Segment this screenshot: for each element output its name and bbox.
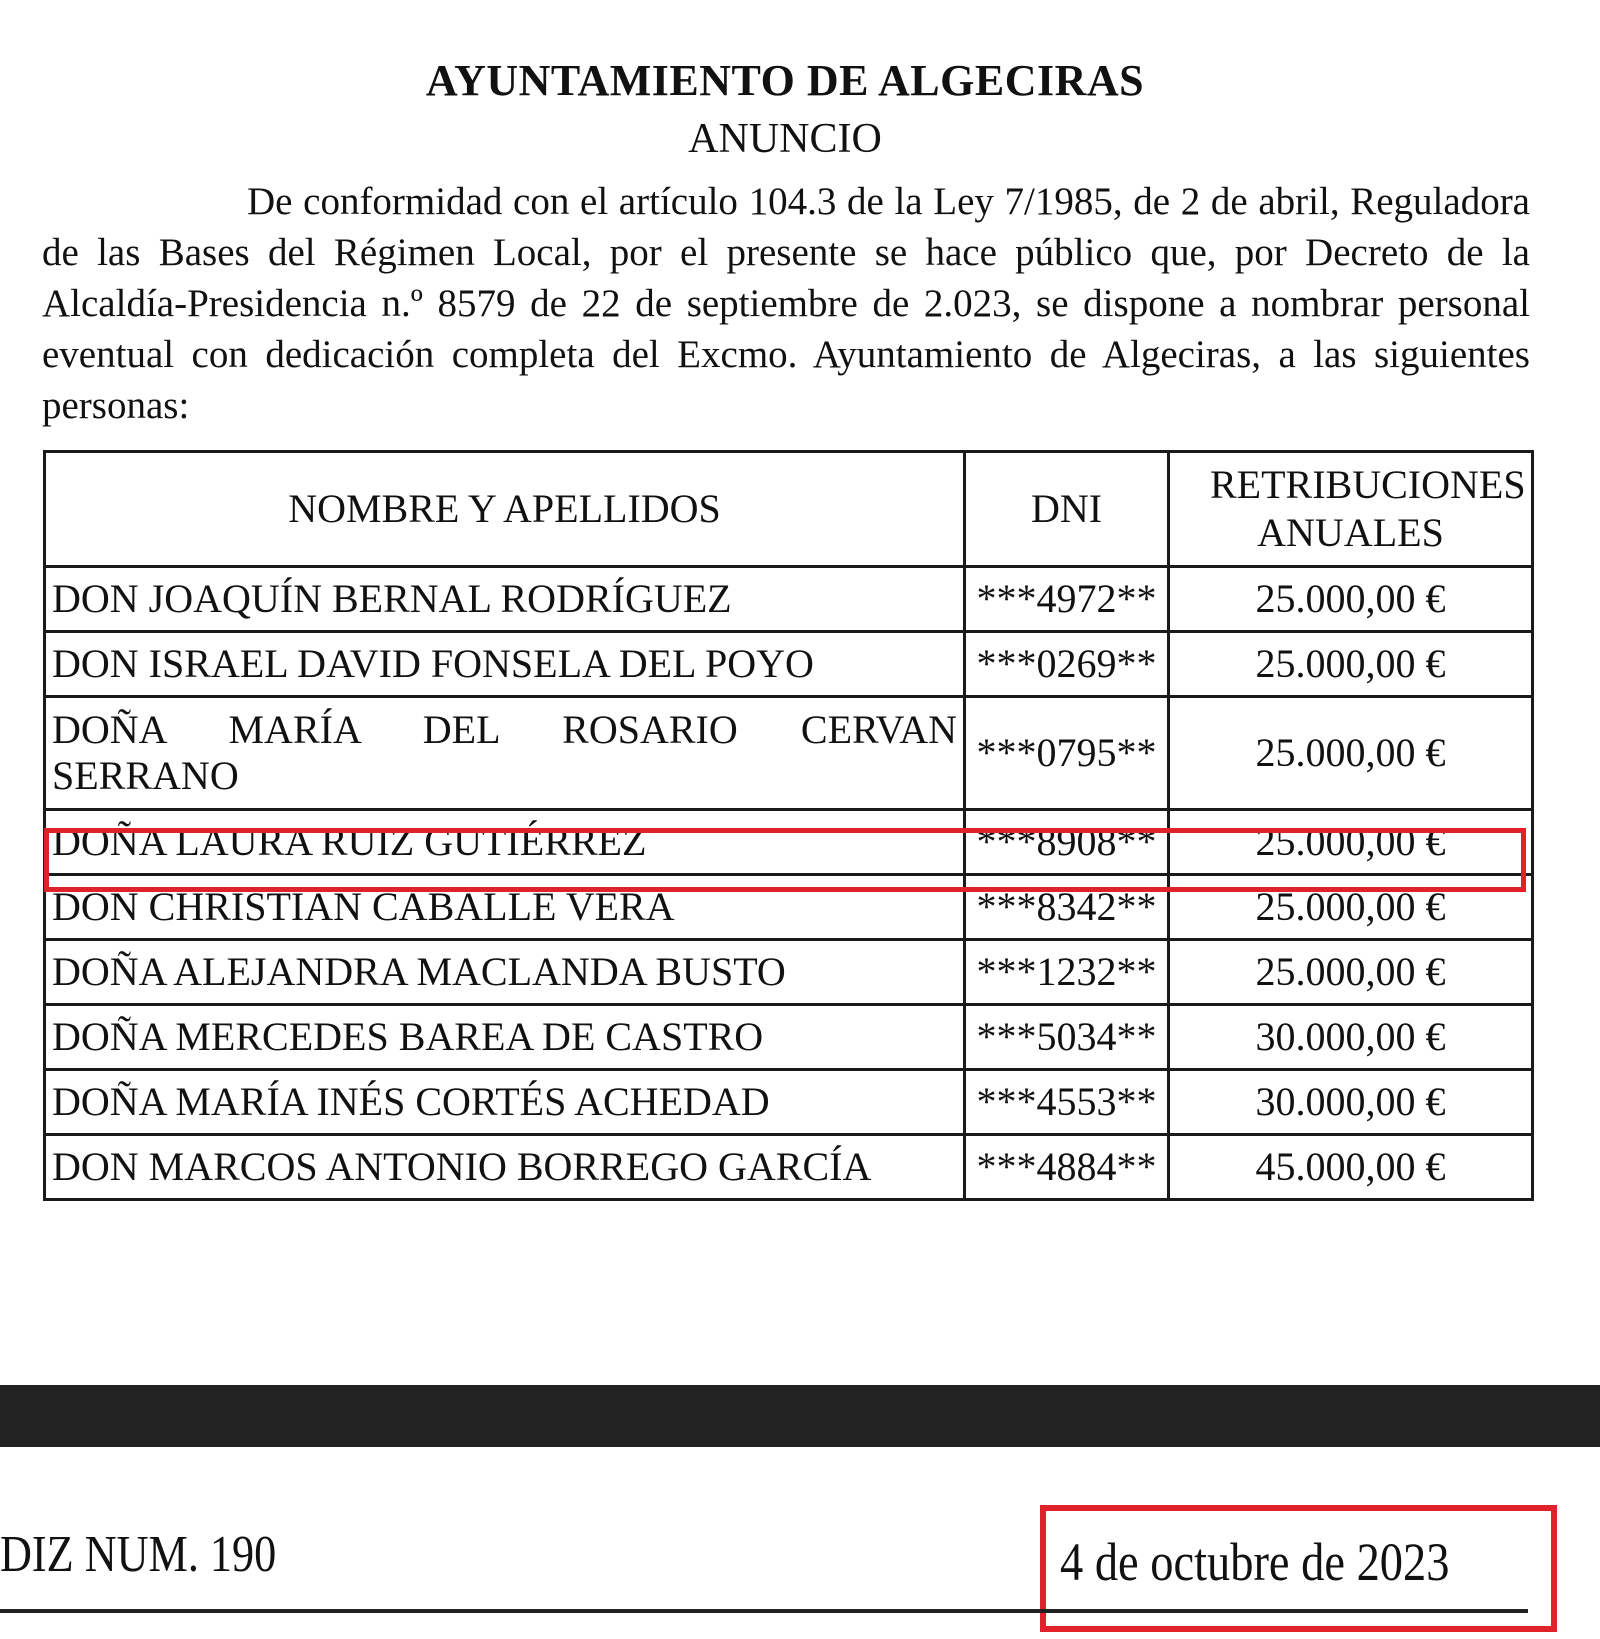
publication-date: 4 de octubre de 2023 bbox=[1060, 1532, 1450, 1592]
cell-dni: ***4553** bbox=[965, 1070, 1169, 1135]
cell-amount: 25.000,00 € bbox=[1169, 697, 1533, 810]
table-row bbox=[45, 1135, 1533, 1200]
table-row bbox=[45, 1005, 1533, 1070]
highlight-box-row bbox=[44, 828, 1526, 892]
header-name: NOMBRE Y APELLIDOS bbox=[45, 452, 965, 567]
table-row bbox=[45, 567, 1533, 632]
page-subtitle: ANUNCIO bbox=[688, 116, 882, 162]
cell-amount: 25.000,00 € bbox=[1169, 940, 1533, 1005]
personnel-table bbox=[43, 450, 1534, 1201]
cell-dni: ***0795** bbox=[965, 697, 1169, 810]
cell-name: DOÑA MARÍA DEL ROSARIO CERVAN SERRANO bbox=[45, 697, 965, 810]
cell-amount: 25.000,00 € bbox=[1169, 632, 1533, 697]
cell-amount: 30.000,00 € bbox=[1169, 1070, 1533, 1135]
cell-name: DOÑA MERCEDES BAREA DE CASTRO bbox=[45, 1005, 965, 1070]
table-row bbox=[45, 940, 1533, 1005]
cell-name: DOÑA MARÍA INÉS CORTÉS ACHEDAD bbox=[45, 1070, 965, 1135]
cell-dni: ***8342** bbox=[965, 875, 1169, 940]
table-header-row bbox=[45, 452, 1533, 567]
header-salary: RETRIBUCIONES ANUALES bbox=[1169, 452, 1533, 567]
table-row bbox=[45, 697, 1533, 810]
header-dni: DNI bbox=[965, 452, 1169, 567]
cell-name: DOÑA LAURA RUIZ GUTIÉRREZ bbox=[45, 810, 965, 875]
cell-amount: 25.000,00 € bbox=[1169, 810, 1533, 875]
cell-dni: ***5034** bbox=[965, 1005, 1169, 1070]
table-row bbox=[45, 1070, 1533, 1135]
cell-dni: ***0269** bbox=[965, 632, 1169, 697]
bulletin-number: DIZ NUM. 190 bbox=[0, 1526, 277, 1583]
cell-dni: ***8908** bbox=[965, 810, 1169, 875]
cell-name: DOÑA ALEJANDRA MACLANDA BUSTO bbox=[45, 940, 965, 1005]
cell-name: DON ISRAEL DAVID FONSELA DEL POYO bbox=[45, 632, 965, 697]
footer-rule bbox=[0, 1609, 1528, 1613]
cell-dni: ***1232** bbox=[965, 940, 1169, 1005]
table-row bbox=[45, 632, 1533, 697]
cell-dni: ***4972** bbox=[965, 567, 1169, 632]
cell-amount: 25.000,00 € bbox=[1169, 567, 1533, 632]
cell-name: DON CHRISTIAN CABALLE VERA bbox=[45, 875, 965, 940]
page-title: AYUNTAMIENTO DE ALGECIRAS bbox=[425, 56, 1145, 105]
cell-name: DON JOAQUÍN BERNAL RODRÍGUEZ bbox=[45, 567, 965, 632]
cell-dni: ***4884** bbox=[965, 1135, 1169, 1200]
cell-amount: 30.000,00 € bbox=[1169, 1005, 1533, 1070]
announcement-paragraph: De conformidad con el artículo 104.3 de la Ley 7/1985, de 2 de abril, Reguladora de las Bases del Régimen Local, por el presente se hace público que, por Decreto de la Alcaldía-Presidencia n.º 8579 de 22 de septiembre de 2.023, se dispone a nombrar personal eventual con dedicación completa del Excmo. Ayuntamiento de Algeciras, a las siguientes personas: bbox=[42, 180, 1530, 427]
cell-name: DON MARCOS ANTONIO BORREGO GARCÍA bbox=[45, 1135, 965, 1200]
separator-bar bbox=[0, 1385, 1600, 1447]
cell-amount: 25.000,00 € bbox=[1169, 875, 1533, 940]
cell-amount: 45.000,00 € bbox=[1169, 1135, 1533, 1200]
